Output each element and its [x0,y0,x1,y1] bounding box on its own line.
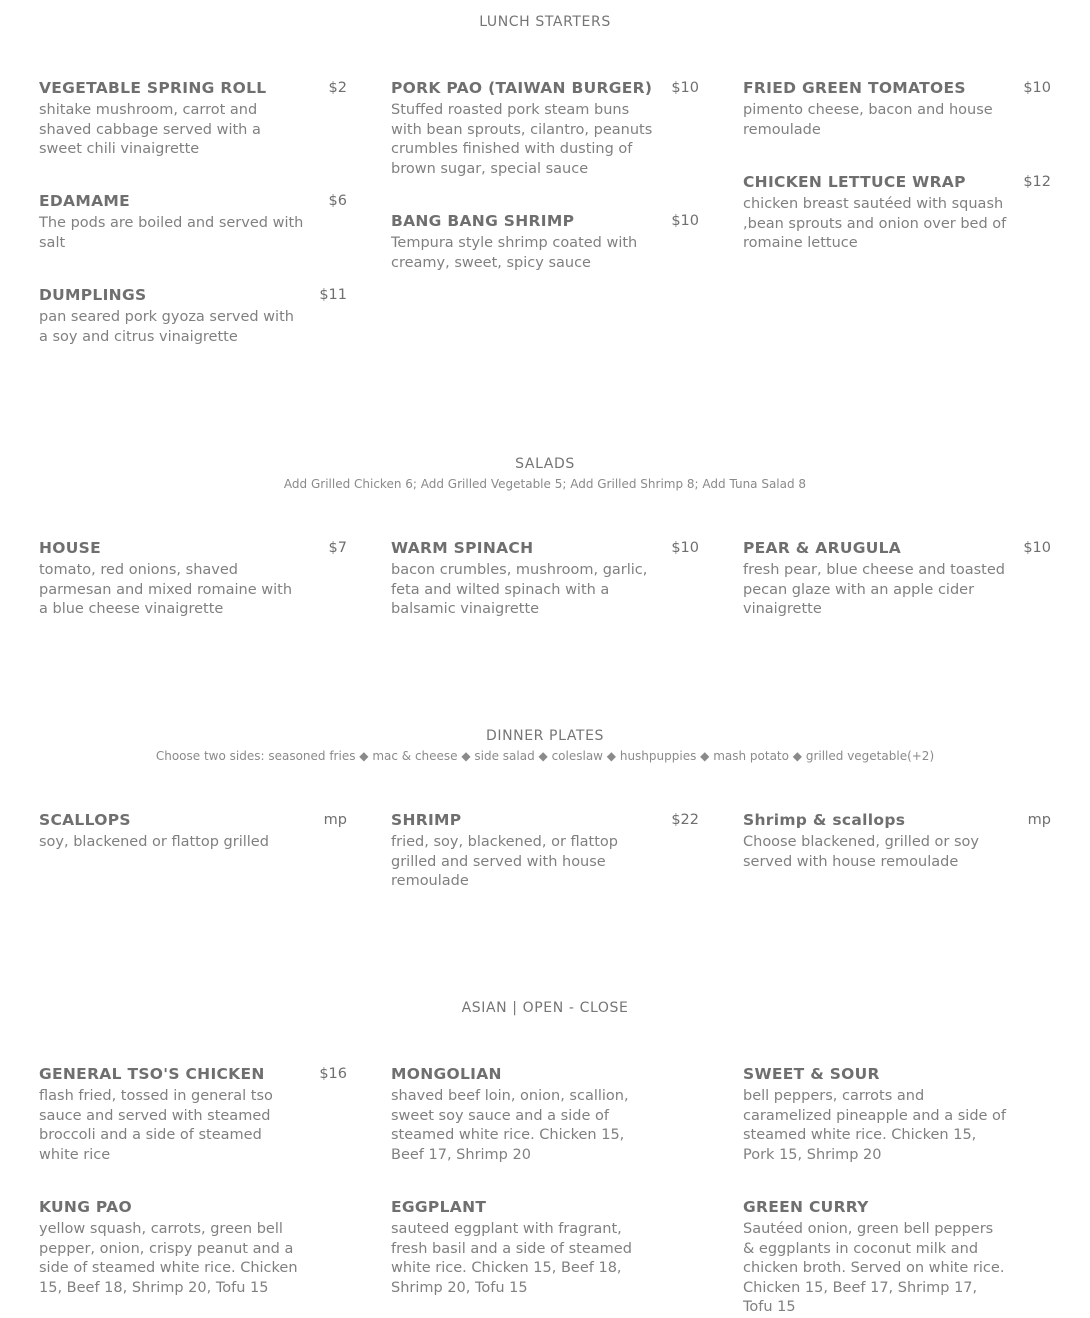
item-name: MONGOLIAN [391,1065,502,1083]
item-price: $16 [319,1066,347,1082]
item-name: DUMPLINGS [39,286,147,304]
item-name: SWEET & SOUR [743,1065,880,1083]
item-description: chicken breast sautéed with squash ,bean sprouts and onion over bed of romaine lettuce [743,196,1007,251]
item-description: tomato, red onions, shaved parmesan and mixed romaine with a blue cheese vinaigrette [39,562,293,617]
item-description: bacon crumbles, mushroom, garlic, feta and wilted spinach with a balsamic vinaigrette [391,562,648,617]
item-description: yellow squash, carrots, green bell pepper, onion, crispy peanut and a side of steamed white rice. Chicken 15, Beef 18, Shrimp 20, Tofu 15 [39,1221,298,1296]
item-name: EDAMAME [39,192,130,210]
item-name: GREEN CURRY [743,1198,869,1216]
item-name: BANG BANG SHRIMP [391,212,575,230]
item-price: mp [1027,812,1051,828]
item-name: GENERAL TSO'S CHICKEN [39,1065,265,1083]
item-description: Sautéed onion, green bell peppers & eggplants in coconut milk and chicken broth. Served on white rice. Chicken 15, Beef 17, Shrimp 17, Tofu 15 [743,1221,1005,1315]
item-name: FRIED GREEN TOMATOES [743,79,966,97]
item-price: $10 [1023,540,1051,556]
item-description: flash fried, tossed in general tso sauce and served with steamed broccoli and a side of steamed white rice [39,1088,273,1163]
item-name: PEAR & ARUGULA [743,539,902,557]
item-description: Tempura style shrimp coated with creamy, sweet, spicy sauce [391,235,638,271]
item-description: bell peppers, carrots and caramelized pineapple and a side of steamed white rice. Chicken 15, Pork 15, Shrimp 20 [743,1088,1007,1163]
item-description: sauteed eggplant with fragrant, fresh basil and a side of steamed white rice. Chicken 15, Beef 18, Shrimp 20, Tofu 15 [391,1221,632,1296]
item-name: WARM SPINACH [391,539,534,557]
item-name: CHICKEN LETTUCE WRAP [743,173,966,191]
item-description: fresh pear, blue cheese and toasted pecan glaze with an apple cider vinaigrette [743,562,1005,617]
section-note: Choose two sides: seasoned fries ◆ mac & cheese ◆ side salad ◆ coleslaw ◆ hushpuppies ◆ mash potato ◆ grilled vegetable(+2) [155,749,935,763]
item-price: $10 [671,213,699,229]
item-name: HOUSE [39,539,101,557]
item-price: $22 [671,812,699,828]
section-title: DINNER PLATES [485,728,605,744]
item-description: Choose blackened, grilled or soy served with house remoulade [743,834,980,870]
item-price: $2 [328,80,347,96]
item-price: $12 [1023,174,1051,190]
item-name: SCALLOPS [39,811,131,829]
item-price: $10 [1023,80,1051,96]
item-description: soy, blackened or flattop grilled [39,834,269,850]
item-price: $6 [328,193,347,209]
item-description: shitake mushroom, carrot and shaved cabbage served with a sweet chili vinaigrette [39,102,261,157]
item-name: KUNG PAO [39,1198,132,1216]
item-name: PORK PAO (TAIWAN BURGER) [391,79,653,97]
item-description: fried, soy, blackened, or flattop grilled and served with house remoulade [391,834,618,889]
section-title: SALADS [515,456,575,472]
item-description: pimento cheese, bacon and house remoulade [743,102,993,138]
item-name: VEGETABLE SPRING ROLL [39,79,267,97]
item-price: $7 [328,540,347,556]
item-description: The pods are boiled and served with salt [39,215,304,251]
section-title: ASIAN | OPEN - CLOSE [461,1000,629,1016]
item-price: $10 [671,80,699,96]
item-price: $10 [671,540,699,556]
item-name: SHRIMP [391,811,462,829]
item-description: pan seared pork gyoza served with a soy and citrus vinaigrette [39,309,294,345]
item-name: Shrimp & scallops [743,811,906,829]
item-description: shaved beef loin, onion, scallion, sweet soy sauce and a side of steamed white rice. Chicken 15, Beef 17, Shrimp 20 [391,1088,629,1163]
item-price: mp [323,812,347,828]
section-title: LUNCH STARTERS [479,14,611,30]
item-name: EGGPLANT [391,1198,487,1216]
item-description: Stuffed roasted pork steam buns with bean sprouts, cilantro, peanuts crumbles finished with dusting of brown sugar, special sauce [391,102,653,177]
section-note: Add Grilled Chicken 6; Add Grilled Vegetable 5; Add Grilled Shrimp 8; Add Tuna Salad 8 [283,477,807,491]
item-price: $11 [319,287,347,303]
